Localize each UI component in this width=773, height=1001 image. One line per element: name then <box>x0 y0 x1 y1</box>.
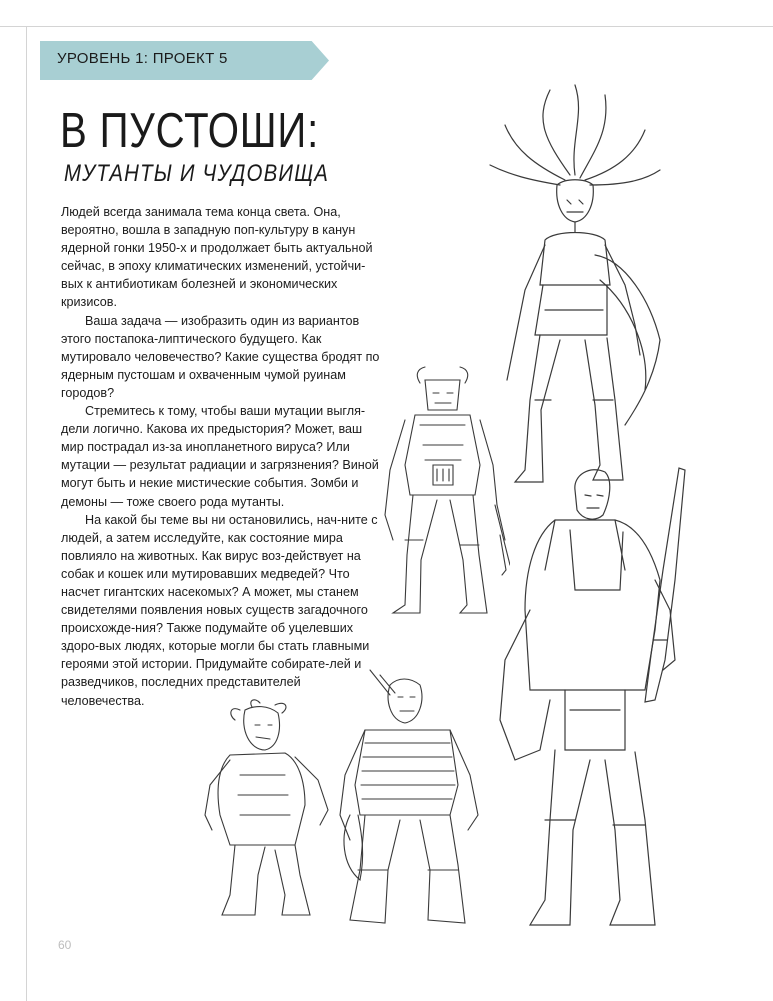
frame-top-line <box>0 26 773 27</box>
sketch-hunched-creature <box>200 695 335 920</box>
sketch-armored-brute <box>330 665 485 930</box>
paragraph-4: На какой бы теме вы ни остановились, нач-ните с людей, а затем исследуйте, как состояние мира повлияло на животных. Как вирус воз-действует на собак и кошек или мутировавших медведей? Что насчет гигантских насекомых? А может, мы станем свидетелями появления новых существ загадочного происхожде-ния? Также подумайте об уцелевших здоро-вых людях, которые могли бы стать главными героями этой истории. Придумайте собирате-лей и разведчиков, последних представителей человечества. <box>61 512 378 708</box>
paragraph-1: Людей всегда занимала тема конца света. Она, вероятно, вошла в западную поп-культуру в канун ядерной гонки 1950-х и продолжает быть актуальной сейчас, в эпоху климатических изменений, устойчи-вых к антибиотикам болезней и экономических кризисов. <box>61 205 373 310</box>
page-subtitle: МУТАНТЫ И ЧУДОВИЩА <box>64 160 330 187</box>
paragraph-2: Ваша задача — изобразить один из вариантов этого постапока-липтического будущего. Как мутировало человечество? Какие существа бродят по ядерным пустошам и охваченным чумой руинам городов? <box>61 313 380 400</box>
sketch-rifle-survivor <box>495 460 710 935</box>
page-title: В ПУСТОШИ: <box>60 104 320 158</box>
body-text <box>61 203 381 710</box>
page-number: 60 <box>58 938 72 952</box>
sketch-horned-warrior <box>375 365 510 615</box>
paragraph-3: Стремитесь к тому, чтобы ваши мутации выгля-дели логично. Какова их предыстория? Может, ваш мир пострадал из-за инопланетного вируса? Или мутации — результат радиации и загрязнения? Виной могут быть и некие мистические события. Зомби и демоны — тоже своего рода мутанты. <box>61 404 379 509</box>
level-label: УРОВЕНЬ 1: ПРОЕКТ 5 <box>57 50 228 67</box>
frame-left-line <box>26 26 27 1001</box>
